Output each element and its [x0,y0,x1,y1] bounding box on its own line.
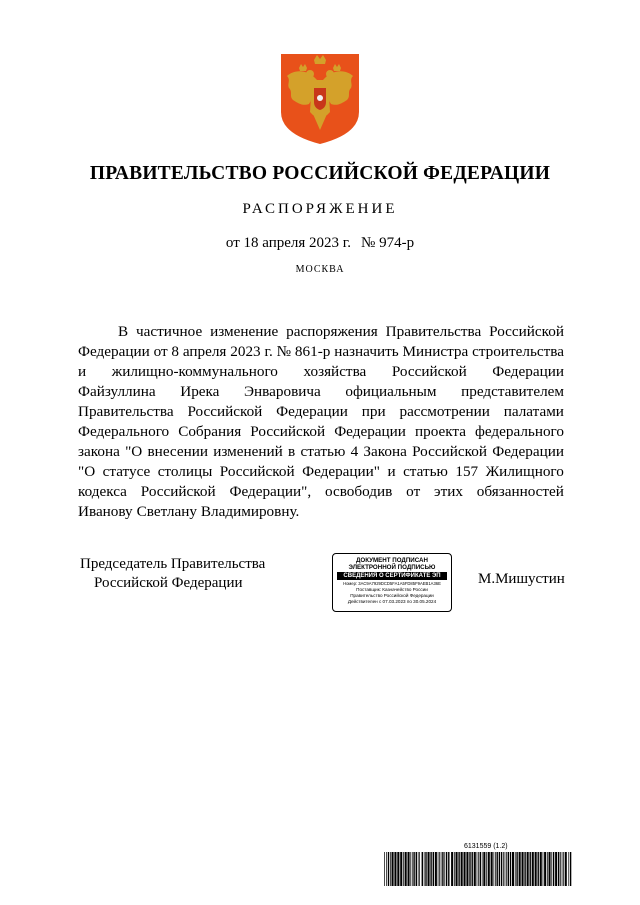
body-word: распоряжения [286,323,378,340]
barcode-stripe [424,852,425,886]
body-word: федерального [475,423,564,440]
barcode-stripe [419,852,420,886]
stamp-line-1: ДОКУМЕНТ ПОДПИСАН [356,557,428,564]
barcode-stripe [522,852,524,886]
barcode-stripe [508,852,509,886]
barcode-stripe [512,852,514,886]
body-word: Жилищного [485,463,564,480]
body-word: Правительства [78,403,174,420]
barcode-stripe [474,852,476,886]
body-word: г. [264,343,273,360]
body-word: Файзуллина [78,383,156,400]
document-date: от 18 апреля 2023 г. [225,235,352,251]
body-word: при [361,403,386,420]
barcode-stripe [435,852,437,886]
barcode-stripe [497,852,498,886]
barcode-stripe [408,852,410,886]
body-word: Светлану [136,503,197,520]
barcode-stripe [442,852,443,886]
body-line [78,342,564,362]
body-word: Федерального [78,423,170,440]
body-word: статью [300,443,346,460]
body-word: от [153,343,168,360]
barcode-number: 6131559 (1.2) [464,843,508,850]
barcode-stripe [515,852,516,886]
body-word: рассмотрении [399,403,490,420]
body-word: освободив [325,483,393,500]
barcode-stripe [454,852,455,886]
barcode-stripe [495,852,496,886]
stamp-serial: Номер: 3AC9A7929DCD5FA1A5FD85F9AEB1A36E [343,581,441,586]
body-word: В [118,323,129,340]
stamp-certificate-bar: СВЕДЕНИЯ О СЕРТИФИКАТЕ ЭП [337,572,447,580]
body-word: Иванову [78,503,133,520]
barcode-stripe [491,852,493,886]
barcode-stripe [524,852,525,886]
barcode-stripe [486,852,487,886]
barcode-stripe [562,852,563,886]
barcode-stripe [425,852,426,886]
position-line-2: Российской Федерации [94,575,243,591]
body-word: Российской [140,483,216,500]
body-word: 2023 [230,343,261,360]
barcode-stripe [563,852,564,886]
body-word: Ирека [180,383,220,400]
body-word: статусе [102,463,151,480]
body-word: этих [434,483,463,500]
barcode-stripe [410,852,411,886]
body-word: представителем [461,383,564,400]
document-body [78,322,564,522]
body-word: Федерации", [229,483,312,500]
body-word: 157 [455,463,479,480]
barcode-stripe [400,852,402,886]
barcode-stripe [516,852,517,886]
electronic-signature-stamp [332,553,452,612]
barcode-stripe [568,852,569,886]
body-word: от [406,483,421,500]
body-word: Владимировну. [200,503,300,520]
barcode-stripe [466,852,468,886]
body-word: Федерации [492,443,564,460]
body-line [78,482,564,502]
body-word: строительства [472,343,564,360]
barcode-stripe [418,852,419,886]
document-number: № 974-р [361,235,415,251]
barcode-stripe [403,852,404,886]
barcode-stripe [439,852,440,886]
signer-name: М.Мишустин [478,571,565,587]
body-line [78,322,564,342]
barcode-stripe [458,852,459,886]
coat-of-arms-icon [277,50,363,146]
barcode-icon [384,852,572,886]
barcode-stripe [558,852,559,886]
body-line [78,502,564,522]
body-word: назначить [334,343,399,360]
barcode-stripe [482,852,483,886]
barcode-stripe [570,852,571,886]
barcode-stripe [547,852,548,886]
body-word: Министра [402,343,469,360]
body-word: "О [125,443,143,460]
barcode-stripe [530,852,531,886]
body-word: столицы [157,463,213,480]
barcode-stripe [422,852,423,886]
body-word: закона [78,443,120,460]
body-word: и [78,363,87,380]
barcode-stripe [478,852,479,886]
barcode-stripe [551,852,552,886]
barcode-stripe [430,852,431,886]
barcode-stripe [519,852,521,886]
barcode-stripe [441,852,442,886]
barcode-stripe [397,852,399,886]
barcode-stripe [501,852,502,886]
barcode-stripe [499,852,500,886]
body-word: Федерации [334,423,406,440]
body-word: 8 [171,343,180,360]
barcode-stripe [413,852,414,886]
body-word: в [288,443,296,460]
body-word: Федерации" [302,463,381,480]
barcode-stripe [386,852,387,886]
body-line [78,362,564,382]
barcode-stripe [549,852,551,886]
barcode-stripe [544,852,546,886]
barcode-stripe [412,852,413,886]
body-word: Правительства [385,323,482,340]
barcode-stripe [388,852,389,886]
barcode-stripe [392,852,394,886]
barcode-stripe [510,852,511,886]
body-word: изменений [213,443,283,460]
body-word: изменение [210,323,279,340]
barcode-stripe [448,852,449,886]
body-word: жилищно-коммунального [111,363,278,380]
body-word: хозяйства [303,363,367,380]
body-word: и [387,463,396,480]
body-word: внесении [147,443,208,460]
body-line [78,422,564,442]
signatory-position [80,555,265,593]
barcode-stripe [416,852,417,886]
barcode-stripe [456,852,458,886]
body-word: палатами [503,403,564,420]
body-word: Федерации [492,363,564,380]
barcode-stripe [384,852,385,886]
barcode-stripe [428,852,430,886]
barcode-stripe [483,852,485,886]
body-word: № [276,343,292,360]
body-word: 861-р [294,343,331,360]
barcode-stripe [505,852,506,886]
stamp-owner: Правительство Российской Федерации [350,593,434,598]
body-word: Энваровича [244,383,321,400]
body-word: проекта [414,423,466,440]
body-word: Федерации [78,343,150,360]
barcode-stripe [477,852,478,886]
barcode-stripe [553,852,554,886]
body-word: 4 [350,443,359,460]
body-word: Российской [412,443,487,460]
barcode-stripe [532,852,534,886]
barcode-stripe [433,852,434,886]
stamp-line-2: ЭЛЕКТРОННОЙ ПОДПИСЬЮ [348,564,436,571]
barcode-stripe [472,852,473,886]
body-word: Российской [219,463,295,480]
barcode-stripe [540,852,542,886]
barcode-stripe [464,852,466,886]
barcode-stripe [494,852,495,886]
barcode-stripe [527,852,529,886]
position-line-1: Председатель Правительства [80,556,266,572]
body-word: Российской [489,323,564,340]
barcode-stripe [394,852,396,886]
body-word: официальным [345,383,437,400]
body-word: "О [78,463,96,480]
barcode-stripe [444,852,445,886]
body-word: кодекса [78,483,127,500]
body-word: Российской [250,423,326,440]
barcode-stripe [405,852,407,886]
barcode-stripe [446,852,447,886]
body-line [78,462,564,482]
barcode-stripe [488,852,490,886]
barcode-stripe [469,852,470,886]
barcode-stripe [503,852,504,886]
body-word: обязанностей [476,483,564,500]
body-line [78,402,564,422]
barcode-stripe [506,852,507,886]
body-word: Российской [187,403,263,420]
stamp-validity: Действителен с 07.03.2023 по 30.05.2024 [347,599,437,604]
document-type: РАСПОРЯЖЕНИЕ [242,201,398,217]
barcode-stripe [543,852,544,886]
barcode-stripe [451,852,453,886]
document-city: МОСКВА [295,264,345,275]
body-word: статью [403,463,448,480]
barcode-stripe [565,852,567,886]
body-word: частичное [136,323,203,340]
body-word: апреля [182,343,227,360]
barcode-stripe [480,852,481,886]
body-word: Закона [363,443,407,460]
body-line [78,442,564,462]
body-word: Собрания [178,423,242,440]
body-line [78,382,564,402]
barcode-stripe [538,852,539,886]
barcode-stripe [438,852,439,886]
barcode-stripe [390,852,391,886]
government-title: ПРАВИТЕЛЬСТВО РОССИЙСКОЙ ФЕДЕРАЦИИ [89,163,551,184]
barcode-stripe [555,852,557,886]
stamp-issuer: Поставщик: Казначейство России [356,587,428,592]
document-date-line [0,235,640,252]
barcode-stripe [461,852,463,886]
body-word: Российской [391,363,467,380]
barcode-stripe [535,852,537,886]
barcode-stripe [560,852,561,886]
body-word: Федерации [276,403,348,420]
